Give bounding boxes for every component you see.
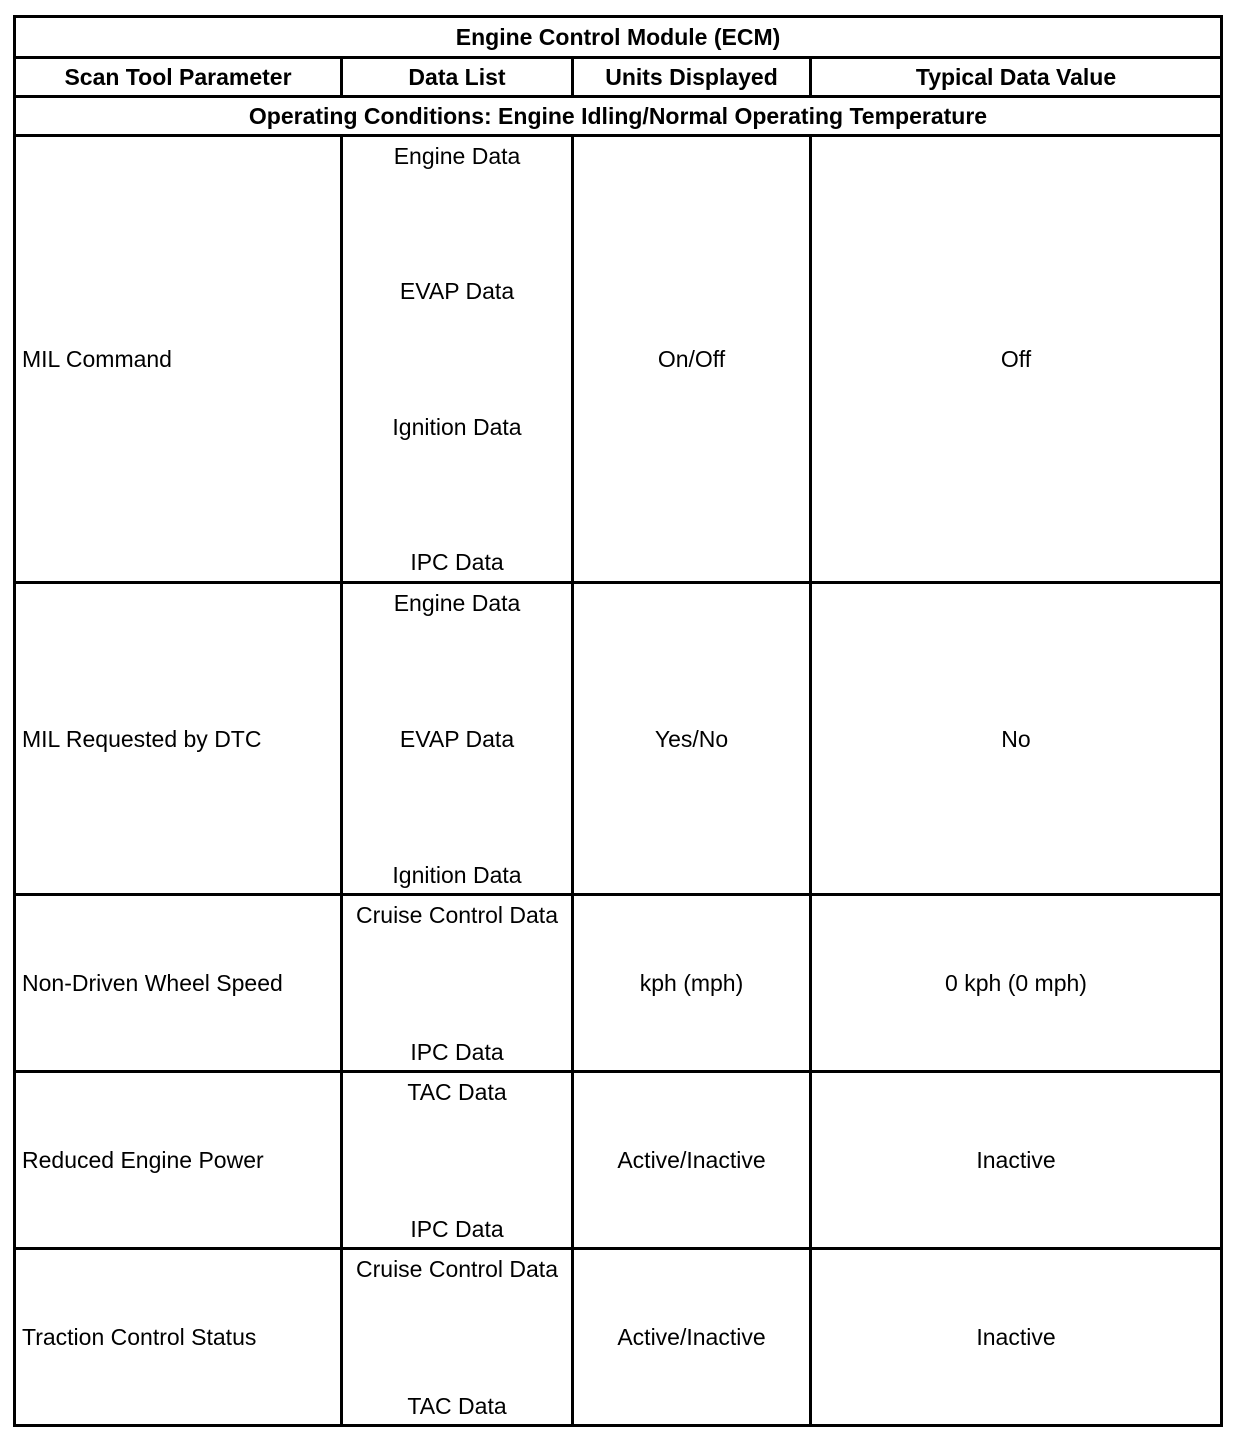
data-list-item: TAC Data [407,1078,507,1105]
data-list-item: Cruise Control Data [356,901,558,928]
column-header-row [15,58,1222,97]
units-cell: Active/Inactive [573,1072,811,1249]
title-row [15,17,1222,58]
table-row [15,1072,1222,1249]
units-cell: kph (mph) [573,895,811,1072]
data-list-item: Engine Data [393,142,521,169]
ecm-data-table [13,15,1223,1427]
table-row [15,136,1222,583]
operating-conditions: Operating Conditions: Engine Idling/Normal Operating Temperature [15,97,1222,136]
data-list-cell [342,583,573,895]
data-list-cell [342,1249,573,1426]
data-list-item: IPC Data [410,1215,504,1242]
data-list-item: Engine Data [393,589,521,616]
data-list-item: Ignition Data [392,413,522,440]
data-list-item: TAC Data [407,1392,507,1419]
value-cell: Inactive [811,1249,1222,1426]
data-list-cell [342,1072,573,1249]
parameter-cell: Reduced Engine Power [15,1072,342,1249]
header-data-list: Data List [342,58,573,97]
value-cell: No [811,583,1222,895]
parameter-cell: Traction Control Status [15,1249,342,1426]
data-list-item: Cruise Control Data [356,1255,558,1282]
data-list-cell [342,895,573,1072]
header-typical-data-value: Typical Data Value [811,58,1222,97]
data-list-item: EVAP Data [399,725,515,752]
header-units-displayed: Units Displayed [573,58,811,97]
parameter-cell: MIL Command [15,136,342,583]
data-list-item: Ignition Data [392,861,522,888]
units-cell: On/Off [573,136,811,583]
units-cell: Active/Inactive [573,1249,811,1426]
table-row [15,1249,1222,1426]
table-row [15,895,1222,1072]
table-title: Engine Control Module (ECM) [15,17,1222,58]
header-scan-tool-parameter: Scan Tool Parameter [15,58,342,97]
data-list-item: EVAP Data [399,278,515,305]
table-row [15,583,1222,895]
data-list-item: IPC Data [410,549,504,576]
parameter-cell: MIL Requested by DTC [15,583,342,895]
parameter-cell: Non-Driven Wheel Speed [15,895,342,1072]
data-list-cell [342,136,573,583]
value-cell: 0 kph (0 mph) [811,895,1222,1072]
condition-row [15,97,1222,136]
data-list-item: IPC Data [410,1038,504,1065]
units-cell: Yes/No [573,583,811,895]
value-cell: Off [811,136,1222,583]
value-cell: Inactive [811,1072,1222,1249]
